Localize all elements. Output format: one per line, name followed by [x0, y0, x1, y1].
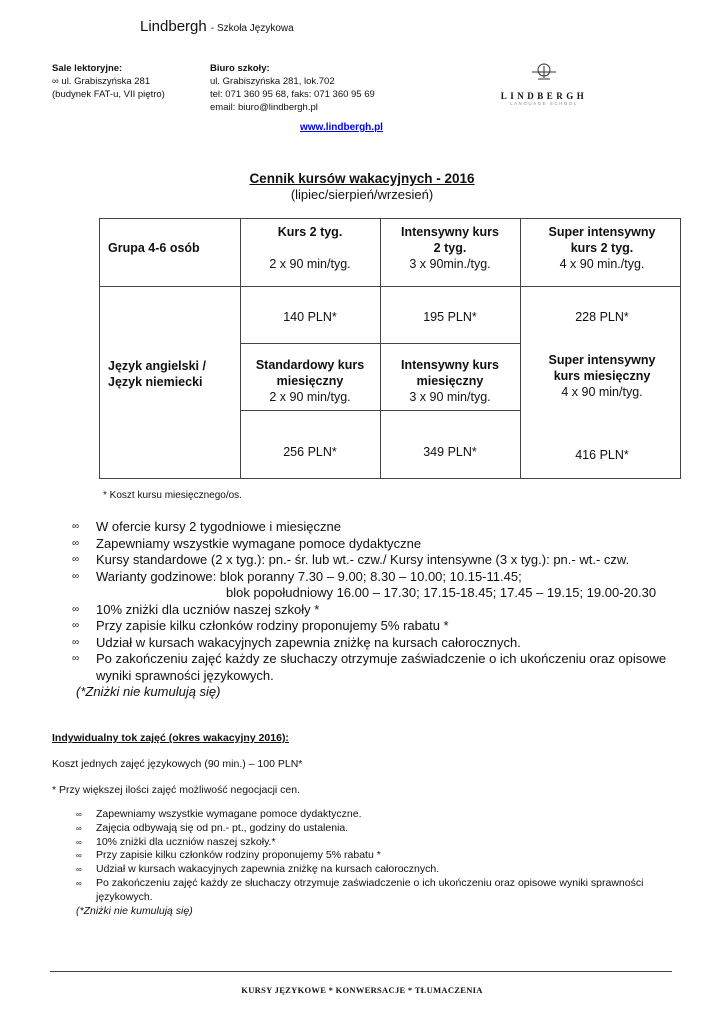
list-item: ∞ 10% zniżki dla uczniów naszej szkoły.* [76, 835, 276, 848]
list-item: ∞ 10% zniżki dla uczniów naszej szkoły * [72, 601, 320, 617]
monthly-header-line1: Super intensywny [548, 353, 656, 367]
row-label-language-line2: Język niemiecki [108, 375, 203, 389]
price-cell: 228 PLN* [575, 310, 629, 324]
list-item: ∞ Zapewniamy wszystkie wymagane pomoce dydaktyczne [72, 535, 422, 551]
monthly-header-cell [380, 357, 520, 405]
monthly-header-line2: kurs miesięczny [553, 369, 651, 383]
list-item: ∞ Przy zapisie kilku członków rodziny proponujemy 5% rabatu * [72, 618, 449, 633]
office-line2: tel: 071 360 95 68, faks: 071 360 95 69 [210, 89, 375, 100]
infinity-bullet-icon: ∞ [72, 603, 80, 615]
individual-list [76, 808, 676, 918]
office-line1: ul. Grabiszyńska 281, lok.702 [210, 76, 335, 87]
infinity-bullet-icon: ∞ [76, 851, 82, 861]
header-detail: 2 x 90 min/tyg. [269, 257, 351, 271]
logo-tagline: LANGUAGE SCHOOL [510, 101, 578, 106]
monthly-header-detail: 3 x 90 min/tyg. [409, 390, 491, 404]
monthly-price-cell: 416 PLN* [575, 448, 629, 462]
infinity-bullet-icon: ∞ [76, 865, 82, 875]
monthly-header-line2: miesięczny [276, 374, 344, 388]
office-address [210, 62, 375, 114]
brand-title [140, 18, 294, 35]
offer-list [72, 519, 692, 701]
price-cell: 140 PLN* [283, 310, 337, 324]
footer-text: KURSY JĘZYKOWE * KONWERSACJE * TŁUMACZENIA [241, 985, 483, 995]
header-cell [522, 224, 682, 272]
lecture-rooms-line2: (budynek FAT-u, VII piętro) [52, 89, 165, 100]
individual-cost: Koszt jednych zajęć językowych (90 min.) – 100 PLN* [52, 758, 303, 770]
list-item: ∞ Warianty godzinowe: blok poranny 7.30 – 9.00; 8.30 – 10.00; 10.15-11.45; blok popołudniowy 16.00 – 17.30; 17.15-18.45; 17.45 – 19.15; 19.00-20.30 [72, 569, 692, 602]
list-item: ∞ Po zakończeniu zajęć każdy ze słuchaczy otrzymuje zaświadczenie o ich ukończeniu oraz opisowe wyniki sprawności językowych. [72, 651, 667, 683]
list-item: ∞ Przy zapisie kilku członków rodziny proponujemy 5% rabatu * [76, 849, 381, 862]
discount-note: (*Zniżki nie kumulują się) [76, 684, 221, 699]
row-label-language-line1: Język angielski / [108, 359, 206, 373]
list-item: ∞ Zapewniamy wszystkie wymagane pomoce dydaktyczne. [76, 808, 362, 820]
infinity-bullet-icon: ∞ [72, 521, 80, 532]
infinity-bullet-icon: ∞ [72, 653, 80, 664]
row-divider [99, 286, 681, 287]
table-border-top [99, 218, 681, 219]
header-line2: kurs 2 tyg. [570, 241, 634, 255]
infinity-bullet-icon: ∞ [72, 537, 80, 549]
list-item: ∞ Kursy standardowe (2 x tyg.): pn.- śr. lub wt.- czw./ Kursy intensywne (3 x tyg.): pn.- wt.- czw. [72, 552, 630, 567]
header-cell [380, 224, 520, 272]
price-cell: 195 PLN* [423, 310, 477, 324]
monthly-price-cell: 349 PLN* [423, 445, 477, 459]
infinity-bullet-icon: ∞ [72, 636, 80, 648]
monthly-header-line1: Intensywny kurs [401, 358, 499, 372]
infinity-bullet-icon: ∞ [72, 554, 80, 565]
infinity-bullet-icon: ∞ [72, 620, 80, 631]
header-line2 [240, 240, 380, 256]
lecture-rooms-line1: ∞ ul. Grabiszyńska 281 [52, 76, 151, 87]
row-label-language [108, 358, 206, 390]
individual-heading: Indywidualny tok zajęć (okres wakacyjny 2016): [52, 732, 289, 744]
header-line1: Intensywny kurs [401, 225, 499, 239]
col-divider [520, 218, 521, 479]
list-item: ∞ Udział w kursach wakacyjnych zapewnia zniżkę na kursach całorocznych. [76, 863, 440, 876]
infinity-bullet-icon: ∞ [72, 570, 80, 582]
monthly-price-cell: 256 PLN* [283, 445, 337, 459]
list-item: ∞ Zajęcia odbywają się od pn.- pt., godziny do ustalenia. [76, 821, 349, 834]
price-list-title: Cennik kursów wakacyjnych - 2016 [249, 171, 475, 186]
header-detail: 4 x 90 min./tyg. [559, 257, 645, 271]
table-border-bottom [99, 478, 681, 479]
header-detail: 3 x 90min./tyg. [409, 257, 491, 271]
monthly-header-line2: miesięczny [416, 374, 484, 388]
brand-subtitle: - Szkoła Językowa [210, 23, 294, 34]
infinity-bullet-icon: ∞ [76, 837, 82, 847]
lecture-rooms-address [52, 62, 165, 101]
table-footnote: * Koszt kursu miesięcznego/os. [103, 490, 242, 501]
website-link[interactable]: www.lindbergh.pl [300, 122, 383, 133]
footer-divider [50, 971, 672, 972]
office-line3: email: biuro@lindbergh.pl [210, 102, 318, 113]
company-logo [492, 62, 596, 106]
price-list-subtitle: (lipiec/sierpień/wrzesień) [290, 187, 434, 202]
list-item: ∞ Udział w kursach wakacyjnych zapewnia zniżkę na kursach całorocznych. [72, 634, 521, 650]
header-line2: 2 tyg. [433, 241, 467, 255]
monthly-header-detail: 2 x 90 min/tyg. [269, 390, 351, 404]
list-item: ∞ W ofercie kursy 2 tygodniowe i miesięczne [72, 519, 341, 534]
header-line1: Kurs 2 tyg. [277, 225, 343, 239]
plane-icon [529, 62, 559, 84]
lecture-rooms-label: Sale lektoryjne: [52, 63, 123, 74]
monthly-header-cell [522, 352, 682, 400]
infinity-bullet-icon: ∞ [76, 823, 82, 833]
list-item: ∞ Po zakończeniu zajęć każdy ze słuchaczy otrzymuje zaświadczenie o ich ukończeniu oraz opisowe wyniki sprawności językowych. [76, 876, 644, 903]
monthly-header-detail: 4 x 90 min/tyg. [561, 385, 643, 399]
individual-negotiation: * Przy większej ilości zajęć możliwość negocjacji cen. [52, 784, 301, 796]
schedule-continuation: blok popołudniowy 16.00 – 17.30; 17.15-18.45; 17.45 – 19.15; 19.00-20.30 [226, 585, 657, 600]
monthly-header-cell [240, 357, 380, 405]
row-label-group: Grupa 4-6 osób [108, 241, 200, 255]
brand-name: Lindbergh [140, 18, 207, 35]
office-label: Biuro szkoły: [210, 63, 270, 74]
header-cell [240, 224, 380, 272]
individual-note: (*Zniżki nie kumulują się) [76, 904, 193, 917]
logo-name: LINDBERGH [500, 91, 588, 101]
monthly-header-line1: Standardowy kurs [255, 358, 365, 372]
header-line1: Super intensywny [548, 225, 656, 239]
infinity-bullet-icon: ∞ [76, 810, 82, 819]
table-border-left [99, 218, 100, 479]
infinity-bullet-icon: ∞ [76, 878, 82, 888]
